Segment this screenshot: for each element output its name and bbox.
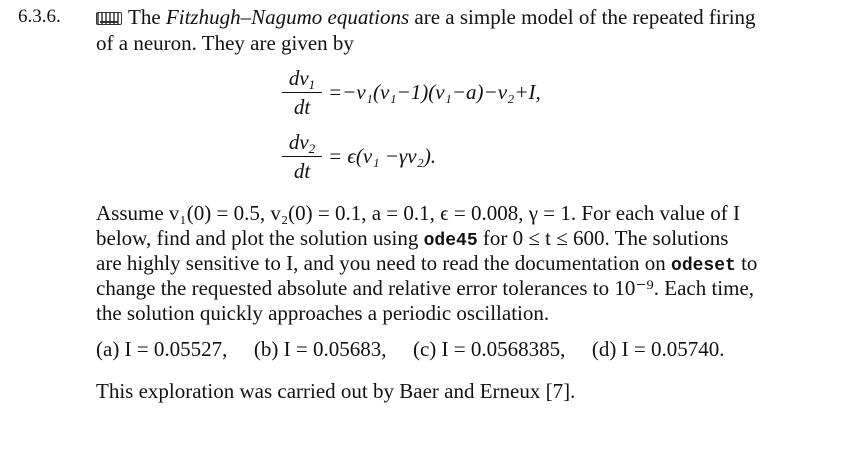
eq1-numerator: $dv_1$: [288, 66, 316, 92]
intro-post: are a simple model of the repeated firing: [409, 5, 756, 29]
keyboard-icon: [96, 12, 122, 25]
eq2-fraction: [282, 130, 322, 183]
eq1-denominator: dt: [293, 95, 311, 119]
eq2-numerator: $dv_2$: [288, 130, 316, 156]
body-line-2: below, find and plot the solution using ode45 for 0 ≤ t ≤ 600. The solutions: [96, 226, 729, 251]
eq1-fraction: [282, 66, 322, 119]
attribution-text: This exploration was carried out by Baer and Erneux [7].: [96, 379, 576, 403]
intro-line-2: of a neuron. They are given by: [96, 31, 354, 55]
problem-number: 6.3.6.: [18, 6, 61, 27]
equation-2: [282, 130, 642, 192]
intro-line-1: [96, 4, 756, 30]
body-line-4: change the requested absolute and relative error tolerances to 10⁻⁹. Each time,: [96, 276, 755, 300]
part-b: (b) I = 0.05683,: [253, 337, 387, 361]
eq1-rhs: =−v₁(v₁−1)(v₁−a)−v₂+I,: [328, 80, 541, 104]
parts-line: [96, 336, 724, 362]
part-d: (d) I = 0.05740.: [591, 337, 725, 361]
body-line-3: are highly sensitive to I, and you need to read the documentation on odeset to: [96, 251, 758, 276]
part-a: (a) I = 0.05527,: [96, 337, 228, 361]
eq2-rhs: = ϵ(v₁ −γv₂).: [328, 144, 437, 168]
body-line-5: the solution quickly approaches a periodic oscillation.: [96, 301, 550, 325]
part-c: (c) I = 0.0568385,: [412, 337, 566, 361]
intro-pre: The: [128, 5, 166, 29]
intro-term: Fitzhugh–Nagumo equations: [165, 5, 410, 29]
code-ode45: ode45: [423, 231, 478, 251]
body-line-1: Assume v₁(0) = 0.5, v₂(0) = 0.1, a = 0.1, ϵ = 0.008, γ = 1. For each value of I: [96, 201, 740, 225]
code-odeset: odeset: [671, 256, 736, 276]
eq2-denominator: dt: [293, 159, 311, 183]
equation-1: [282, 66, 642, 128]
